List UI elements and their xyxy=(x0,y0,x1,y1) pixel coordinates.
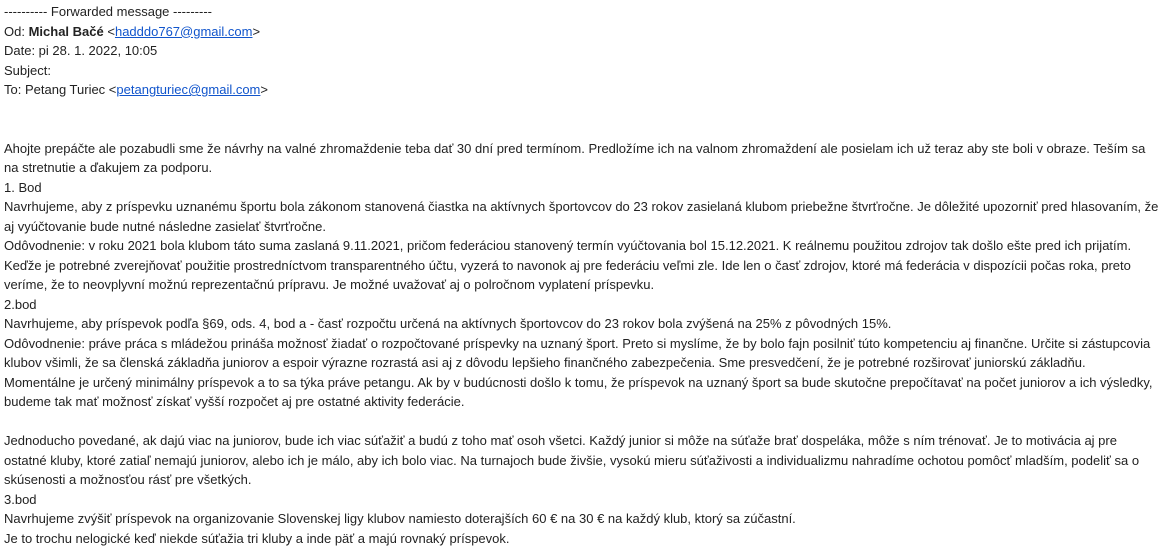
bod2-reason: Odôvodnenie: práve práca s mládežou prináša možnosť žiadať o rozpočtované príspevky na uznaný šport. Preto si myslíme, že by bolo fajn posilniť túto kompetenciu aj finančne. Určite si zástupcovia klubov všimli, že sa členská základňa juniorov a espoir výrazne rozrastá asi aj z dôvodu lepšieho finančného zabezpečenia. Sme presvedčení, že je potrebné rozširovať juniorskú základňu. Momentálne je určený minimálny príspevok a to sa týka práve petangu. Ak by v budúcnosti došlo k tomu, že príspevok na uznaný šport sa bude skutočne prepočítavať na počet juniorov a ich výsledky, budeme tak mať možnosť získať vyšší rozpočet aj pre ostatné aktivity federácie. xyxy=(4,335,1153,409)
to-label: To: xyxy=(4,82,22,97)
bod1-reason: Odôvodnenie: v roku 2021 bola klubom táto suma zaslaná 9.11.2021, pričom federáciou stanovený termín vyúčtovania bol 15.12.2021. K reálnemu použitou zdrojov tak došlo ešte pred ich prijatím. Keďže je potrebné zverejňovať použitie prostredníctvom transparentného účtu, vyzerá to navonok aj pre federáciu veľmi zle. Ide len o časť zdrojov, ktoré má federácia v dispozícii počas roka, preto veríme, že to neovplyvní možnú reprezentačnú prípravu. Je možné uvažovať aj o polročnom vyplatení príspevku. xyxy=(4,238,1132,292)
recipient-name: Petang Turiec xyxy=(24,82,106,97)
bod3-proposal: Navrhujeme zvýšiť príspevok na organizovanie Slovenskej ligy klubov namiesto doterajších 60 € na 30 € na každý klub, ktorý sa zúčastní. xyxy=(4,511,796,526)
date-line: Date: pi 28. 1. 2022, 10:05 xyxy=(4,43,158,58)
summary-paragraph: Jednoducho povedané, ak dajú viac na juniorov, bude ich viac súťažiť a budú z toho mať osoh všetci. Každý junior si môže na súťaže brať dospeláka, môže s ním trénovať. Je to motivácia aj pre ostatné kluby, ktoré zatiaľ nemajú juniorov, alebo ich je málo, aby ich bolo viac. Na turnajoch bude živšie, vysokú mieru súťaživosti a individualizmu nahradíme ochotou pomôcť mladším, podeliť sa o skúsenosti a možnosťou rásť pre všetkých. xyxy=(4,433,1140,487)
bod2-heading: 2.bod xyxy=(4,296,37,312)
blank-space xyxy=(4,100,1160,139)
intro-paragraph: Ahojte prepáčte ale pozabudli sme že návrhy na valné zhromaždenie teba dať 30 dní pred termínom. Predložíme ich na valnom zhromaždení ale posielam ich už teraz aby ste boli v obraze. Teším sa na stretnutie a ďakujem za podporu. xyxy=(4,140,1146,175)
bod3-heading: 3.bod xyxy=(4,491,37,507)
bod1-proposal: Navrhujeme, aby z príspevku uznanému športu bola zákonom stanovená čiastka na aktívnych športovcov do 23 rokov zasielaná klubom priebežne štvrťročne. Je dôležité upozorniť pred hlasovaním, že aj vyúčtovanie bude nutné následne zasielať štvrťročne. xyxy=(4,199,1159,234)
sender-name: Michal Bačé xyxy=(28,23,104,39)
to-line: To: Petang Turiec <petangturiec@gmail.com> xyxy=(4,82,268,97)
from-label: Od: xyxy=(4,23,25,39)
bod2-proposal: Navrhujeme, aby príspevok podľa §69, ods. 4, bod a - časť rozpočtu určená na aktívnych športovcov do 23 rokov bola zvýšená na 25% z pôvodných 15%. xyxy=(4,316,892,331)
bod3-reason: Je to trochu nelogické keď niekde súťažia tri kluby a inde päť a majú rovnaký príspevok. xyxy=(4,530,510,546)
bod1-heading: 1. Bod xyxy=(4,179,42,195)
recipient-email-link[interactable]: petangturiec@gmail.com xyxy=(116,82,261,97)
from-line: Od: Michal Bačé <hadddo767@gmail.com> xyxy=(4,23,261,39)
forwarded-message-line: ---------- Forwarded message --------- xyxy=(4,4,212,19)
blank-space xyxy=(4,412,1160,432)
sender-email-link[interactable]: hadddo767@gmail.com xyxy=(114,23,253,39)
subject-line: Subject: xyxy=(4,62,51,78)
